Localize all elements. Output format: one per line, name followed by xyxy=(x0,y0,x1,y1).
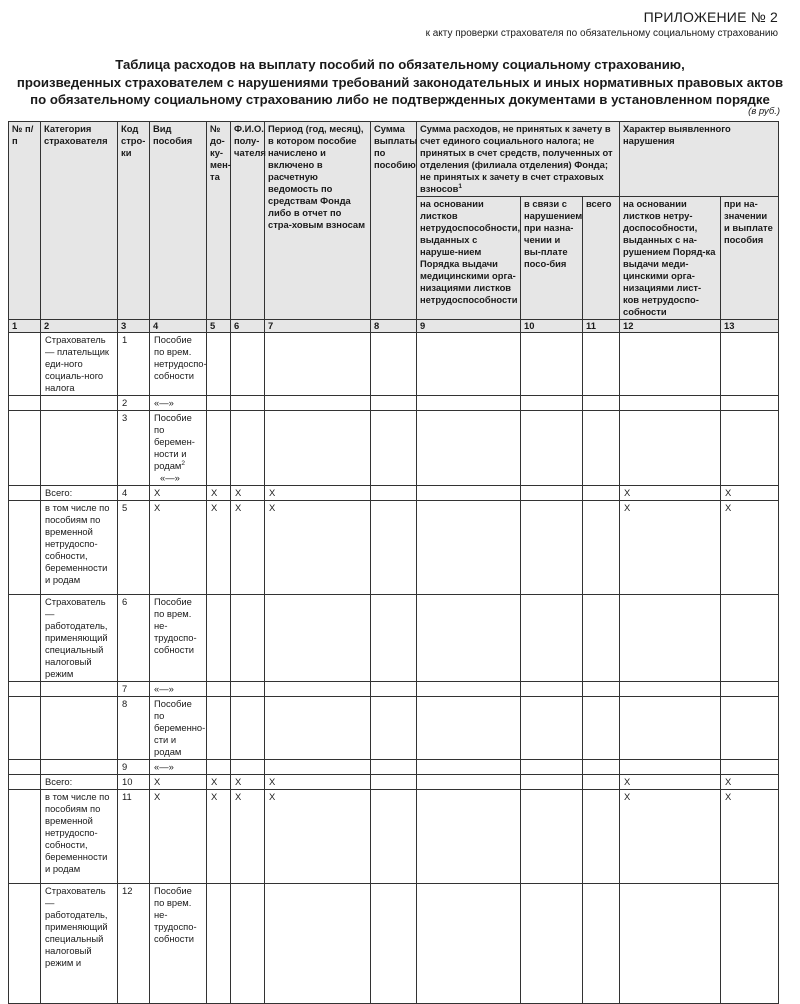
cell-benefit-type: «—» xyxy=(150,396,207,411)
cell-violation-sick-leave xyxy=(620,595,721,682)
cell-period xyxy=(265,333,371,396)
cell-total xyxy=(583,333,620,396)
cell-row-code: 4 xyxy=(118,486,150,501)
cell-total xyxy=(583,775,620,790)
cell-total xyxy=(583,501,620,595)
table-row xyxy=(9,486,779,501)
units-note: (в руб.) xyxy=(748,106,780,117)
cell-violation-sick-leave xyxy=(620,411,721,486)
cell-recipient-name: X xyxy=(231,501,265,595)
appendix-label: ПРИЛОЖЕНИЕ № 2 xyxy=(643,9,778,25)
cell-payment-amount xyxy=(371,760,417,775)
cell-by-sick-leave xyxy=(417,775,521,790)
column-number: 4 xyxy=(150,320,207,333)
cell-violation-sick-leave xyxy=(620,396,721,411)
cell-benefit-type: X xyxy=(150,486,207,501)
cell-row-code: 1 xyxy=(118,333,150,396)
cell-violation-sick-leave: X xyxy=(620,790,721,884)
cell-document-number xyxy=(207,884,231,1004)
column-number: 1 xyxy=(9,320,41,333)
title-line: произведенных страхователем с нарушениями требований законодательных и иных нормативных правовых актов xyxy=(16,74,784,90)
table-row xyxy=(9,682,779,697)
cell-violation-payment xyxy=(721,682,779,697)
col-header-rejected-expenses xyxy=(417,122,620,197)
cell-by-payment-violation xyxy=(521,595,583,682)
cell-document-number: X xyxy=(207,486,231,501)
title-line: по обязательному социальному страхованию либо не подтвержденных документами в установленном порядке xyxy=(30,92,770,107)
cell-violation-sick-leave xyxy=(620,884,721,1004)
cell-by-sick-leave xyxy=(417,501,521,595)
cell-total xyxy=(583,396,620,411)
cell-by-sick-leave xyxy=(417,697,521,760)
cell-number xyxy=(9,760,41,775)
cell-recipient-name xyxy=(231,760,265,775)
column-number: 13 xyxy=(721,320,779,333)
cell-document-number xyxy=(207,411,231,486)
appendix-subtitle: к акту проверки страхователя по обязательному социальному страхованию xyxy=(425,28,778,39)
cell-by-sick-leave xyxy=(417,411,521,486)
group-label: Сумма расходов, не принятых к зачету в счет единого социального налога; не принятых в счет средств, полученных от отделения (филиала отделения) Фонда; не принятых к зачету в счет страховых взносов xyxy=(420,123,613,194)
cell-document-number xyxy=(207,697,231,760)
cell-by-payment-violation xyxy=(521,682,583,697)
table-frame xyxy=(8,121,778,968)
cell-by-sick-leave xyxy=(417,396,521,411)
cell-recipient-name: X xyxy=(231,775,265,790)
cell-row-code: 5 xyxy=(118,501,150,595)
cell-category: Страхователь — работодатель, применяющий специальный налоговый режим и xyxy=(41,884,118,1004)
col-header-category: Категория страхователя xyxy=(41,122,118,320)
cell-total xyxy=(583,790,620,884)
cell-number xyxy=(9,501,41,595)
cell-total xyxy=(583,411,620,486)
cell-row-code: 9 xyxy=(118,760,150,775)
cell-total xyxy=(583,760,620,775)
col-header-recipient-name: Ф.И.О. полу-чателя xyxy=(231,122,265,320)
col-header-number: № п/п xyxy=(9,122,41,320)
cell-number xyxy=(9,775,41,790)
cell-total xyxy=(583,595,620,682)
cell-by-sick-leave xyxy=(417,790,521,884)
cell-row-code: 10 xyxy=(118,775,150,790)
cell-total xyxy=(583,697,620,760)
cell-by-payment-violation xyxy=(521,486,583,501)
cell-row-code: 12 xyxy=(118,884,150,1004)
cell-category: Всего: xyxy=(41,486,118,501)
cell-period: X xyxy=(265,790,371,884)
table-row xyxy=(9,760,779,775)
cell-category xyxy=(41,396,118,411)
cell-by-payment-violation xyxy=(521,775,583,790)
cell-category: в том числе по пособиям по временной нетрудоспо-собности, беременности и родам xyxy=(41,501,118,595)
cell-number xyxy=(9,682,41,697)
cell-row-code: 8 xyxy=(118,697,150,760)
cell-document-number xyxy=(207,396,231,411)
cell-by-sick-leave xyxy=(417,595,521,682)
cell-by-sick-leave xyxy=(417,333,521,396)
table-row xyxy=(9,595,779,682)
cell-benefit-type: X xyxy=(150,790,207,884)
column-number: 12 xyxy=(620,320,721,333)
cell-violation-payment xyxy=(721,760,779,775)
cell-by-payment-violation xyxy=(521,790,583,884)
cell-by-sick-leave xyxy=(417,760,521,775)
cell-by-payment-violation xyxy=(521,333,583,396)
cell-number xyxy=(9,884,41,1004)
cell-recipient-name xyxy=(231,682,265,697)
column-number: 3 xyxy=(118,320,150,333)
cell-benefit-type: «—» xyxy=(150,682,207,697)
col-header-violation-payment: при на-значении и выплате пособия xyxy=(721,197,779,320)
cell-benefit-type: «—» xyxy=(150,760,207,775)
cell-document-number xyxy=(207,760,231,775)
cell-recipient-name xyxy=(231,595,265,682)
col-header-by-sick-leave: на основании листков нетрудоспособности, выданных с наруше-нием Порядка выдачи медицинскими орга-низациями листков нетрудоспособности xyxy=(417,197,521,320)
table-row xyxy=(9,884,779,1004)
cell-by-sick-leave xyxy=(417,486,521,501)
column-number: 10 xyxy=(521,320,583,333)
cell-payment-amount xyxy=(371,333,417,396)
cell-document-number xyxy=(207,595,231,682)
table-row xyxy=(9,333,779,396)
column-number: 2 xyxy=(41,320,118,333)
table-body xyxy=(9,333,779,1004)
cell-violation-payment xyxy=(721,411,779,486)
cell-violation-payment xyxy=(721,333,779,396)
cell-violation-payment: X xyxy=(721,486,779,501)
col-header-row-code: Код стро-ки xyxy=(118,122,150,320)
footnote-marker: 2 xyxy=(181,459,185,467)
column-number: 9 xyxy=(417,320,521,333)
cell-recipient-name: X xyxy=(231,486,265,501)
cell-payment-amount xyxy=(371,501,417,595)
cell-category xyxy=(41,682,118,697)
cell-by-payment-violation xyxy=(521,884,583,1004)
cell-payment-amount xyxy=(371,682,417,697)
cell-payment-amount xyxy=(371,790,417,884)
column-number: 8 xyxy=(371,320,417,333)
col-header-payment-amount: Сумма выплаты по пособию xyxy=(371,122,417,320)
cell-violation-sick-leave: X xyxy=(620,501,721,595)
cell-violation-payment: X xyxy=(721,790,779,884)
table-title xyxy=(0,56,800,109)
cell-number xyxy=(9,333,41,396)
cell-period: X xyxy=(265,501,371,595)
table-row xyxy=(9,501,779,595)
cell-payment-amount xyxy=(371,396,417,411)
cell-category: Страхователь — работодатель, применяющий специальный налоговый режим xyxy=(41,595,118,682)
cell-row-code: 7 xyxy=(118,682,150,697)
cell-benefit-type: Пособие по врем. не-трудоспо-собности xyxy=(150,595,207,682)
expenses-table xyxy=(8,121,779,1004)
cell-by-payment-violation xyxy=(521,501,583,595)
ditto-mark: «—» xyxy=(160,472,180,483)
col-header-by-payment-violation: в связи с нарушением при назна-чении и вы-плате посо-бия xyxy=(521,197,583,320)
cell-benefit-type: Пособие по врем. не-трудоспо-собности xyxy=(150,884,207,1004)
cell-by-payment-violation xyxy=(521,760,583,775)
cell-period xyxy=(265,396,371,411)
column-number: 5 xyxy=(207,320,231,333)
cell-by-payment-violation xyxy=(521,396,583,411)
table-row xyxy=(9,775,779,790)
cell-recipient-name: X xyxy=(231,790,265,884)
cell-category xyxy=(41,697,118,760)
cell-document-number: X xyxy=(207,790,231,884)
cell-number xyxy=(9,396,41,411)
column-numbers-row xyxy=(9,320,779,333)
cell-document-number: X xyxy=(207,501,231,595)
table-row xyxy=(9,790,779,884)
cell-violation-sick-leave: X xyxy=(620,486,721,501)
cell-number xyxy=(9,411,41,486)
cell-violation-payment: X xyxy=(721,501,779,595)
cell-benefit-type: X xyxy=(150,501,207,595)
col-header-benefit-type: Вид пособия xyxy=(150,122,207,320)
cell-violation-sick-leave xyxy=(620,760,721,775)
cell-violation-sick-leave: X xyxy=(620,775,721,790)
cell-number xyxy=(9,486,41,501)
cell-recipient-name xyxy=(231,884,265,1004)
cell-category xyxy=(41,411,118,486)
col-header-period: Период (год, месяц), в котором пособие начислено и включено в расчетную ведомость по средствам Фонда либо в отчет по стра-ховым взносам xyxy=(265,122,371,320)
cell-row-code: 6 xyxy=(118,595,150,682)
col-header-violation-type: Характер выявленного нарушения xyxy=(620,122,779,197)
cell-period xyxy=(265,411,371,486)
cell-benefit-type: X xyxy=(150,775,207,790)
cell-recipient-name xyxy=(231,411,265,486)
table-row xyxy=(9,396,779,411)
cell-number xyxy=(9,790,41,884)
cell-category: в том числе по пособиям по временной нетрудоспо-собности, беременности и родам xyxy=(41,790,118,884)
cell-payment-amount xyxy=(371,697,417,760)
cell-total xyxy=(583,682,620,697)
col-header-document-number: № до-ку-мен-та xyxy=(207,122,231,320)
col-header-violation-sick-leave: на основании листков нетру-доспособности, выданных с на-рушением Поряд-ка выдачи меди-цинскими орга-низациями лист-ков нетрудоспо-собности xyxy=(620,197,721,320)
cell-row-code: 2 xyxy=(118,396,150,411)
benefit-label: Пособие по беремен-ности и родам xyxy=(154,412,195,471)
cell-total xyxy=(583,486,620,501)
cell-by-payment-violation xyxy=(521,697,583,760)
cell-payment-amount xyxy=(371,884,417,1004)
cell-benefit-type: Пособие по беременно-сти и родам xyxy=(150,697,207,760)
cell-benefit-type xyxy=(150,411,207,486)
col-header-total: всего xyxy=(583,197,620,320)
cell-violation-sick-leave xyxy=(620,333,721,396)
cell-number xyxy=(9,595,41,682)
cell-violation-payment xyxy=(721,595,779,682)
cell-category xyxy=(41,760,118,775)
table-row xyxy=(9,411,779,486)
cell-recipient-name xyxy=(231,697,265,760)
footnote-marker: 1 xyxy=(458,182,463,190)
cell-recipient-name xyxy=(231,396,265,411)
cell-period xyxy=(265,760,371,775)
cell-benefit-type: Пособие по врем. нетрудоспо-собности xyxy=(150,333,207,396)
cell-period xyxy=(265,682,371,697)
cell-payment-amount xyxy=(371,595,417,682)
cell-period: X xyxy=(265,486,371,501)
cell-violation-payment xyxy=(721,884,779,1004)
cell-total xyxy=(583,884,620,1004)
cell-document-number xyxy=(207,682,231,697)
cell-category: Всего: xyxy=(41,775,118,790)
cell-by-payment-violation xyxy=(521,411,583,486)
cell-by-sick-leave xyxy=(417,884,521,1004)
cell-document-number xyxy=(207,333,231,396)
cell-by-sick-leave xyxy=(417,682,521,697)
cell-period xyxy=(265,697,371,760)
table-row xyxy=(9,697,779,760)
cell-violation-payment xyxy=(721,697,779,760)
cell-period: X xyxy=(265,775,371,790)
cell-violation-sick-leave xyxy=(620,682,721,697)
column-number: 6 xyxy=(231,320,265,333)
cell-document-number: X xyxy=(207,775,231,790)
cell-violation-payment xyxy=(721,396,779,411)
table-header xyxy=(9,122,779,333)
title-line: Таблица расходов на выплату пособий по обязательному социальному страхованию, xyxy=(115,57,685,72)
column-number: 7 xyxy=(265,320,371,333)
cell-payment-amount xyxy=(371,775,417,790)
cell-period xyxy=(265,884,371,1004)
column-number: 11 xyxy=(583,320,620,333)
cell-row-code: 3 xyxy=(118,411,150,486)
cell-number xyxy=(9,697,41,760)
cell-category: Страхователь — плательщик еди-ного социаль-ного налога xyxy=(41,333,118,396)
cell-violation-sick-leave xyxy=(620,697,721,760)
cell-payment-amount xyxy=(371,411,417,486)
cell-payment-amount xyxy=(371,486,417,501)
cell-period xyxy=(265,595,371,682)
cell-violation-payment: X xyxy=(721,775,779,790)
cell-recipient-name xyxy=(231,333,265,396)
cell-row-code: 11 xyxy=(118,790,150,884)
